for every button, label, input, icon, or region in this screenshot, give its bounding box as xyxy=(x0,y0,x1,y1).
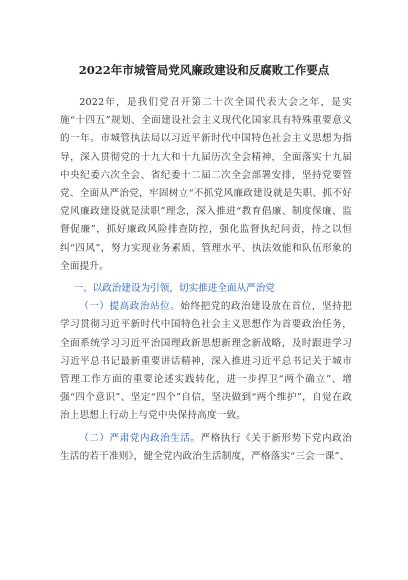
item-2-paragraph xyxy=(60,430,352,466)
item-1-heading: （一）提高政治站位。 xyxy=(79,301,181,313)
intro-paragraph: 2022年，是我们党召开第二十次全国代表大会之年，是实施“十四五”规划、全面建设社会主义现代化国家具有特殊重要意义的一年。市城管执法局以习近平新时代中国特色社会主义思想为指导，深入贯彻党的十九大和十九届历次全会精神，全面落实十九届中央纪委六次全会、省纪委十二届二次全会部署安排，坚持党要管党、全面从严治党，牢固树立“不抓党风廉政建设就是失职、抓不好党风廉政建设就是渎职”理念，深入推进“教育倡廉、制度保廉、监督促廉”，抓好廉政风险排查防控，强化监督执纪问责，持之以恒纠“四风”，努力实现业务素质、管理水平、执法效能和队伍形象的全面提升。 xyxy=(60,97,352,272)
item-1-paragraph xyxy=(60,298,352,425)
document-body xyxy=(60,94,352,466)
item-2-heading: （二）严肃党内政治生活。 xyxy=(79,432,201,444)
item-2-body: 严格执行《关于新形势下党内政治生活的若干准则》，健全党内政治生活制度，严格落实“三会一课”、 xyxy=(60,432,352,462)
section-heading-1: 一、以政治建设为引领，切实推进全面从严治党 xyxy=(73,283,275,295)
document-title: 2022年市城管局党风廉政建设和反腐败工作要点 xyxy=(78,63,330,77)
item-1-body: 始终把党的政治建设放在首位，坚持把学习贯彻习近平新时代中国特色社会主义思想作为首要政治任务，全面系统学习习近平治国理政新思想新理念新战略，及时跟进学习习近平总书记最新重要讲话精神，深入推进习近平总书记关于城市管理工作方面的重要论述实践转化，进一步捍卫“两个确立”、增强“四个意识”、坚定“四个”自信，坚决做到“两个维护”，自觉在政治上思想上行动上与党中央保持高度一致。 xyxy=(60,301,353,422)
